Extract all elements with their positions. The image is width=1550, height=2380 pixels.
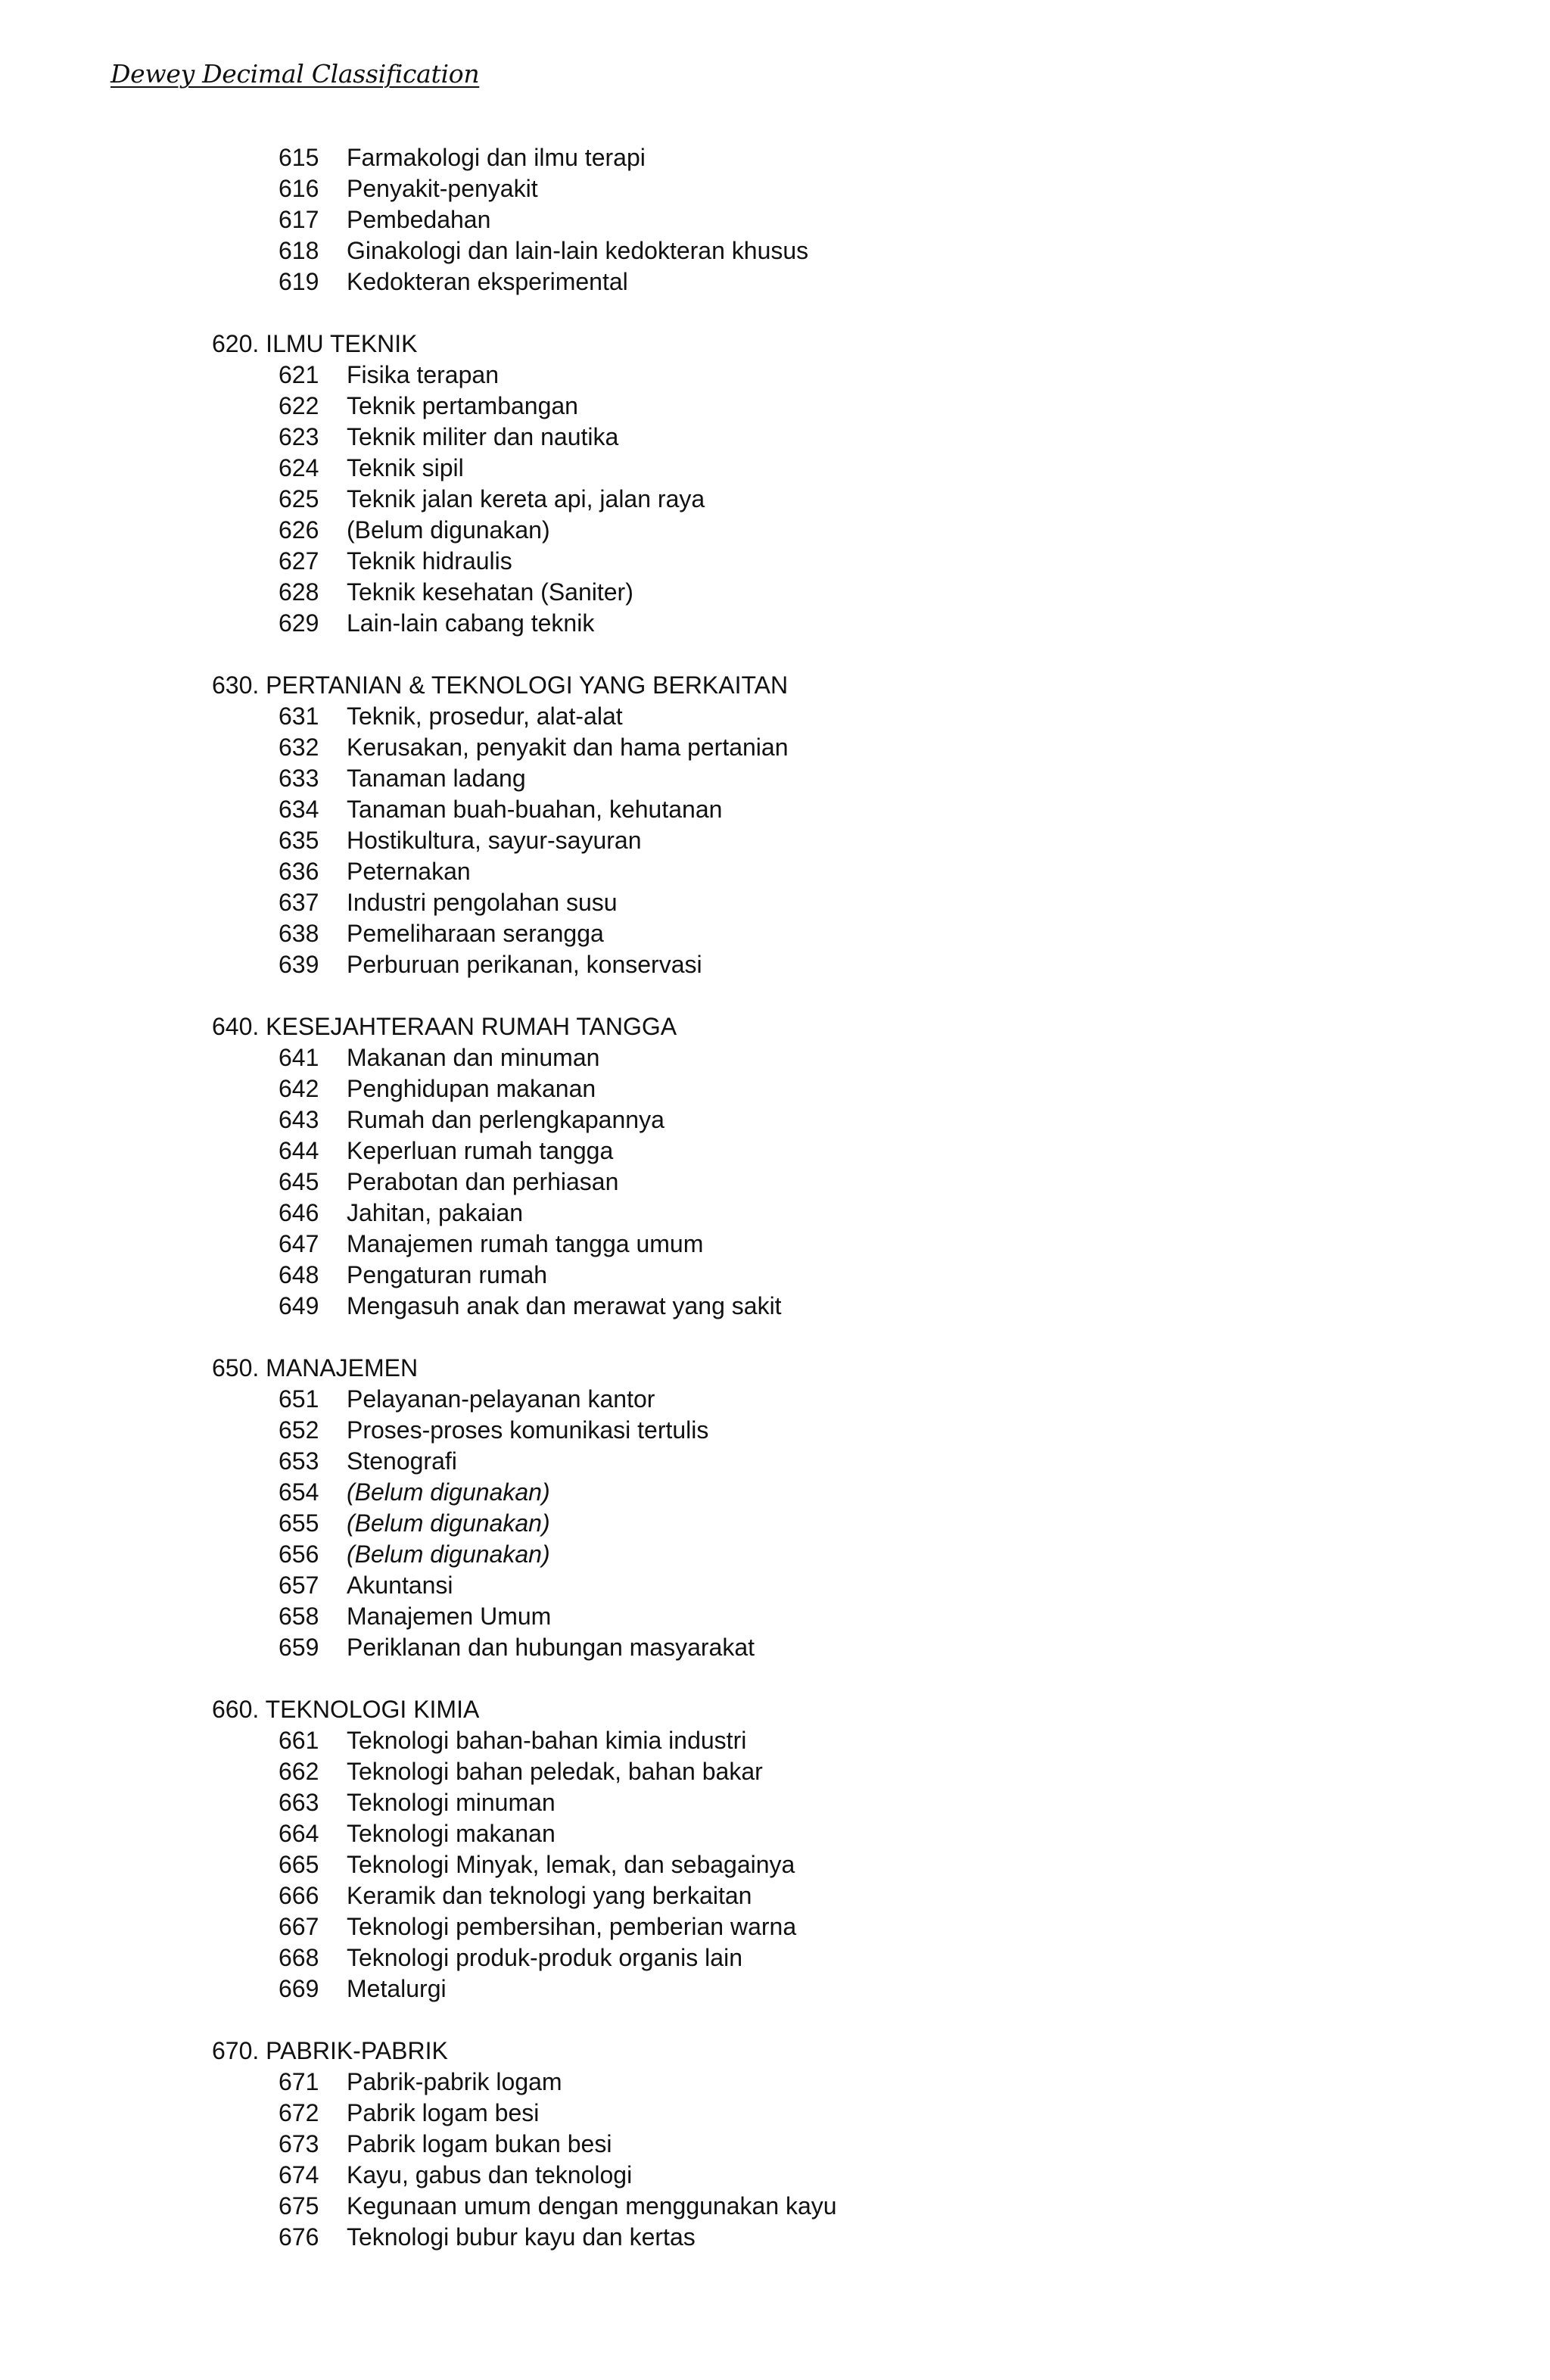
class-label: Lain-lain cabang teknik [347, 609, 595, 637]
list-item [0, 1880, 1550, 1911]
list-item [0, 266, 1550, 298]
class-code: 669 [279, 1975, 319, 2002]
list-item [0, 701, 1550, 732]
class-label: Keramik dan teknologi yang berkaitan [347, 1882, 752, 1909]
list-item [0, 1539, 1550, 1570]
class-label: Stenografi [347, 1447, 457, 1475]
class-code: 674 [279, 2161, 319, 2188]
class-code: 646 [279, 1199, 319, 1226]
class-code: 649 [279, 1292, 319, 1319]
class-code: 634 [279, 796, 319, 823]
class-code: 656 [279, 1540, 319, 1568]
list-item [0, 1725, 1550, 1756]
list-item [0, 856, 1550, 887]
class-code: 623 [279, 423, 319, 450]
class-label: Teknologi pembersihan, pemberian warna [347, 1913, 797, 1940]
class-label: Penyakit-penyakit [347, 175, 538, 202]
classification-group [0, 670, 1550, 980]
class-code: 621 [279, 361, 319, 388]
class-code: 643 [279, 1106, 319, 1133]
list-item [0, 173, 1550, 204]
class-label: Manajemen Umum [347, 1603, 552, 1630]
list-item [0, 515, 1550, 546]
class-label: Makanan dan minuman [347, 1044, 600, 1071]
list-item [0, 608, 1550, 639]
class-code: 672 [279, 2099, 319, 2126]
class-label: (Belum digunakan) [347, 1540, 550, 1568]
class-code: 653 [279, 1447, 319, 1475]
class-label: Teknik pertambangan [347, 392, 578, 419]
class-code: 663 [279, 1789, 319, 1816]
list-item [0, 2191, 1550, 2222]
class-code: 647 [279, 1230, 319, 1257]
list-item [0, 235, 1550, 266]
class-label: Teknologi bahan-bahan kimia industri [347, 1727, 747, 1754]
list-item [0, 1104, 1550, 1135]
class-code: 651 [279, 1385, 319, 1413]
class-label: Tanaman ladang [347, 765, 526, 792]
class-label: Ginakologi dan lain-lain kedokteran khusus [347, 237, 809, 264]
list-item [0, 825, 1550, 856]
class-code: 668 [279, 1944, 319, 1971]
class-label: (Belum digunakan) [347, 1478, 550, 1506]
list-item [0, 2129, 1550, 2160]
class-label: Teknik jalan kereta api, jalan raya [347, 485, 705, 512]
class-label: Pembedahan [347, 206, 491, 233]
group-heading: 630. PERTANIAN & TEKNOLOGI YANG BERKAITAN [212, 671, 789, 699]
class-label: (Belum digunakan) [347, 1509, 550, 1537]
list-item [0, 1198, 1550, 1229]
class-code: 667 [279, 1913, 319, 1940]
class-label: Pabrik logam besi [347, 2099, 540, 2126]
class-code: 655 [279, 1509, 319, 1537]
list-item [0, 763, 1550, 794]
class-code: 624 [279, 454, 319, 481]
list-item [0, 1291, 1550, 1322]
class-label: Manajemen rumah tangga umum [347, 1230, 704, 1257]
class-label: Teknik sipil [347, 454, 464, 481]
classification-group [0, 1011, 1550, 1322]
page-header-title: Dewey Decimal Classification [110, 59, 480, 89]
list-item [0, 546, 1550, 577]
class-code: 652 [279, 1416, 319, 1444]
list-item [0, 1911, 1550, 1942]
list-item [0, 453, 1550, 484]
class-label: Teknologi minuman [347, 1789, 556, 1816]
class-code: 648 [279, 1261, 319, 1288]
class-label: Akuntansi [347, 1572, 453, 1599]
class-code: 618 [279, 237, 319, 264]
class-label: Metalurgi [347, 1975, 447, 2002]
list-item [0, 1508, 1550, 1539]
class-code: 636 [279, 858, 319, 885]
class-label: Proses-proses komunikasi tertulis [347, 1416, 709, 1444]
class-label: Teknik, prosedur, alat-alat [347, 702, 623, 730]
class-code: 628 [279, 578, 319, 606]
class-label: Hostikultura, sayur-sayuran [347, 827, 642, 854]
list-item [0, 2160, 1550, 2191]
class-label: Kayu, gabus dan teknologi [347, 2161, 633, 2188]
list-item [0, 142, 1550, 173]
class-code: 662 [279, 1758, 319, 1785]
list-item [0, 1384, 1550, 1415]
list-item [0, 1601, 1550, 1632]
class-label: Fisika terapan [347, 361, 499, 388]
list-item [0, 887, 1550, 918]
list-item [0, 1167, 1550, 1198]
class-label: Teknologi produk-produk organis lain [347, 1944, 742, 1971]
class-code: 622 [279, 392, 319, 419]
class-label: Tanaman buah-buahan, kehutanan [347, 796, 723, 823]
class-code: 629 [279, 609, 319, 637]
list-item [0, 484, 1550, 515]
group-heading: 650. MANAJEMEN [212, 1354, 419, 1382]
list-item [0, 2098, 1550, 2129]
class-label: Mengasuh anak dan merawat yang sakit [347, 1292, 782, 1319]
class-label: Penghidupan makanan [347, 1075, 596, 1102]
class-label: (Belum digunakan) [347, 516, 550, 544]
class-label: Pengaturan rumah [347, 1261, 548, 1288]
class-code: 664 [279, 1820, 319, 1847]
class-label: Peternakan [347, 858, 471, 885]
class-code: 627 [279, 547, 319, 575]
class-label: Industri pengolahan susu [347, 889, 618, 916]
class-code: 673 [279, 2130, 319, 2157]
class-label: Pabrik logam bukan besi [347, 2130, 612, 2157]
class-code: 658 [279, 1603, 319, 1630]
class-code: 633 [279, 765, 319, 792]
class-code: 641 [279, 1044, 319, 1071]
classification-list [0, 142, 1550, 2284]
class-code: 635 [279, 827, 319, 854]
class-label: Rumah dan perlengkapannya [347, 1106, 665, 1133]
list-item [0, 1570, 1550, 1601]
class-label: Pabrik-pabrik logam [347, 2068, 562, 2095]
class-label: Perburuan perikanan, konservasi [347, 951, 702, 978]
class-label: Teknik kesehatan (Saniter) [347, 578, 633, 606]
class-code: 639 [279, 951, 319, 978]
list-item [0, 1073, 1550, 1104]
list-item [0, 1942, 1550, 1973]
class-code: 676 [279, 2223, 319, 2251]
class-label: Kegunaan umum dengan menggunakan kayu [347, 2192, 837, 2220]
list-item [0, 1260, 1550, 1291]
class-code: 631 [279, 702, 319, 730]
list-item [0, 1446, 1550, 1477]
class-label: Teknologi Minyak, lemak, dan sebagainya [347, 1851, 795, 1878]
class-code: 654 [279, 1478, 319, 1506]
class-code: 615 [279, 144, 319, 171]
class-label: Pemeliharaan serangga [347, 920, 604, 947]
class-code: 638 [279, 920, 319, 947]
class-label: Jahitan, pakaian [347, 1199, 524, 1226]
class-code: 657 [279, 1572, 319, 1599]
group-heading: 620. ILMU TEKNIK [212, 330, 418, 357]
class-label: Teknologi makanan [347, 1820, 556, 1847]
list-item [0, 1787, 1550, 1818]
list-item [0, 360, 1550, 391]
classification-group [0, 1353, 1550, 1663]
class-code: 645 [279, 1168, 319, 1195]
classification-group [0, 2036, 1550, 2253]
list-item [0, 2067, 1550, 2098]
class-label: Kerusakan, penyakit dan hama pertanian [347, 734, 789, 761]
class-label: Periklanan dan hubungan masyarakat [347, 1634, 755, 1661]
list-item [0, 918, 1550, 949]
class-code: 661 [279, 1727, 319, 1754]
list-item [0, 204, 1550, 235]
list-item [0, 1818, 1550, 1849]
group-heading: 640. KESEJAHTERAAN RUMAH TANGGA [212, 1013, 677, 1040]
classification-group [0, 142, 1550, 298]
list-item [0, 1973, 1550, 2005]
class-label: Keperluan rumah tangga [347, 1137, 614, 1164]
list-item [0, 794, 1550, 825]
list-item [0, 1415, 1550, 1446]
list-item [0, 1135, 1550, 1167]
class-label: Teknologi bahan peledak, bahan bakar [347, 1758, 763, 1785]
class-code: 626 [279, 516, 319, 544]
class-code: 625 [279, 485, 319, 512]
list-item [0, 1229, 1550, 1260]
class-code: 665 [279, 1851, 319, 1878]
list-item [0, 732, 1550, 763]
list-item [0, 2222, 1550, 2253]
class-label: Perabotan dan perhiasan [347, 1168, 619, 1195]
list-item [0, 1756, 1550, 1787]
class-code: 659 [279, 1634, 319, 1661]
class-label: Farmakologi dan ilmu terapi [347, 144, 646, 171]
list-item [0, 1477, 1550, 1508]
group-heading: 670. PABRIK-PABRIK [212, 2037, 448, 2064]
class-code: 666 [279, 1882, 319, 1909]
class-code: 644 [279, 1137, 319, 1164]
class-label: Teknik militer dan nautika [347, 423, 619, 450]
class-code: 637 [279, 889, 319, 916]
class-code: 632 [279, 734, 319, 761]
class-label: Teknik hidraulis [347, 547, 512, 575]
classification-group [0, 329, 1550, 639]
list-item [0, 1632, 1550, 1663]
group-heading: 660. TEKNOLOGI KIMIA [212, 1696, 480, 1723]
class-code: 671 [279, 2068, 319, 2095]
class-code: 619 [279, 268, 319, 295]
class-code: 616 [279, 175, 319, 202]
class-code: 617 [279, 206, 319, 233]
list-item [0, 949, 1550, 980]
class-label: Teknologi bubur kayu dan kertas [347, 2223, 696, 2251]
classification-group [0, 1694, 1550, 2005]
list-item [0, 1042, 1550, 1073]
list-item [0, 1849, 1550, 1880]
class-label: Pelayanan-pelayanan kantor [347, 1385, 655, 1413]
list-item [0, 391, 1550, 422]
class-code: 675 [279, 2192, 319, 2220]
list-item [0, 577, 1550, 608]
class-label: Kedokteran eksperimental [347, 268, 628, 295]
list-item [0, 422, 1550, 453]
class-code: 642 [279, 1075, 319, 1102]
